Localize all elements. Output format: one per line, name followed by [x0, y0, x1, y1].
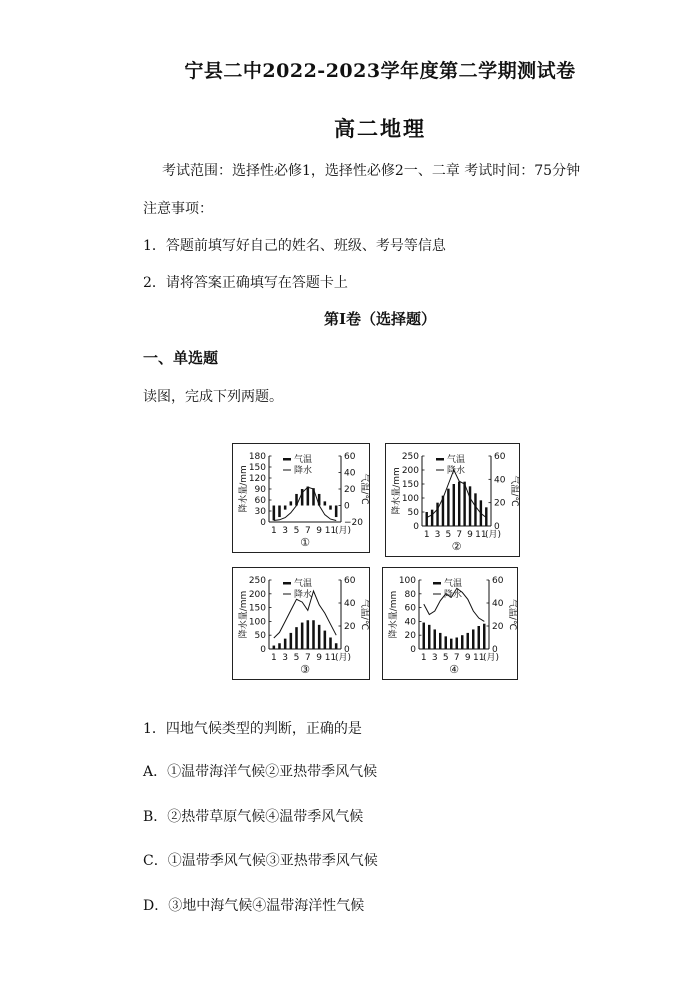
month-unit-label: (月) — [335, 526, 352, 536]
climate-chart-panel — [382, 567, 518, 680]
temperature-bar — [447, 489, 449, 526]
temperature-bar — [439, 633, 441, 649]
temperature-bar — [318, 625, 321, 649]
right-axis-title: 气温/℃ — [507, 598, 517, 631]
temperature-bar — [456, 638, 458, 650]
left-tick-label: 200 — [248, 589, 266, 600]
temperature-bar — [445, 636, 447, 649]
x-tick-label: 1 — [270, 526, 277, 536]
month-unit-label: (月) — [485, 530, 502, 540]
temperature-bar — [478, 626, 480, 649]
chart-id-label: ② — [451, 540, 462, 553]
temperature-bar — [474, 493, 476, 526]
left-tick-label: 0 — [260, 645, 266, 655]
option-text: ①温带季风气候③亚热带季风气候 — [167, 853, 378, 869]
x-tick-label: 1 — [420, 653, 427, 663]
temperature-bar — [483, 624, 485, 649]
x-tick-label: 5 — [442, 653, 449, 663]
left-axis-title: 降水量/mm — [392, 467, 402, 515]
legend-temperature-label: 气温 — [294, 579, 313, 589]
option-label: A． — [143, 764, 168, 780]
temperature-bar — [335, 506, 338, 518]
temperature-bar — [295, 627, 298, 649]
x-tick-label: 7 — [304, 653, 311, 663]
note-item: 2．请将答案正确填写在答题卡上 — [143, 275, 348, 291]
month-unit-label: (月) — [483, 653, 500, 663]
left-tick-label: 0 — [410, 645, 416, 655]
right-tick-label: 20 — [344, 622, 356, 632]
x-tick-label: 3 — [282, 653, 289, 663]
temperature-bar — [428, 625, 430, 649]
option-label: D． — [143, 898, 169, 914]
left-tick-label: 30 — [254, 507, 266, 517]
right-tick-label: 20 — [344, 485, 356, 495]
option-text: ③地中海气候④温带海洋性气候 — [168, 898, 365, 914]
right-axis-title: 气温/℃ — [359, 598, 369, 631]
x-tick-label: 9 — [316, 653, 323, 663]
option-d[interactable] — [143, 895, 364, 915]
temperature-bar — [434, 629, 436, 649]
left-tick-label: 150 — [248, 463, 266, 473]
left-tick-label: 250 — [248, 576, 266, 586]
right-tick-label: 0 — [492, 645, 498, 655]
left-tick-label: 50 — [407, 508, 419, 518]
temperature-bar — [469, 486, 471, 526]
left-tick-label: 100 — [401, 494, 419, 504]
x-tick-label: 11 — [473, 653, 485, 663]
legend-temperature-swatch — [283, 458, 291, 461]
x-tick-label: 11 — [324, 653, 337, 663]
temperature-bar — [423, 623, 425, 649]
left-tick-label: 250 — [401, 452, 419, 462]
right-tick-label: 40 — [344, 468, 356, 479]
left-tick-label: 150 — [401, 480, 419, 490]
x-tick-label: 5 — [293, 526, 300, 536]
left-tick-label: 0 — [413, 522, 419, 532]
x-tick-label: 9 — [464, 653, 471, 663]
option-a[interactable] — [143, 761, 377, 781]
x-tick-label: 5 — [445, 530, 452, 540]
x-tick-label: 9 — [316, 526, 323, 536]
left-tick-label: 50 — [254, 631, 266, 642]
instruction: 读图，完成下列两题。 — [143, 389, 283, 405]
right-tick-label: 0 — [494, 522, 500, 532]
climate-chart-1 — [233, 444, 369, 552]
legend-temperature-swatch — [436, 458, 444, 461]
legend-temperature-swatch — [433, 582, 441, 585]
legend-precipitation-label: 降水 — [294, 590, 313, 600]
x-tick-label: 11 — [324, 526, 337, 536]
temperature-bar — [273, 506, 276, 521]
climate-chart-3 — [233, 568, 369, 679]
temperature-bar — [284, 506, 287, 510]
legend-precipitation-label: 降水 — [447, 466, 466, 476]
right-tick-label: 60 — [494, 452, 506, 462]
temperature-bar — [278, 506, 281, 518]
left-tick-label: 150 — [248, 603, 266, 614]
left-tick-label: 60 — [254, 496, 266, 506]
right-tick-label: −20 — [344, 518, 363, 528]
temperature-bar — [458, 482, 460, 526]
part-title: 第I卷（选择题） — [323, 310, 437, 328]
left-tick-label: 80 — [404, 589, 416, 600]
x-tick-label: 3 — [282, 526, 289, 536]
left-tick-label: 180 — [248, 452, 266, 462]
precipitation-line — [274, 487, 336, 520]
x-tick-label: 7 — [456, 530, 463, 540]
legend-temperature-label: 气温 — [294, 455, 313, 465]
legend-precipitation-label: 降水 — [294, 466, 313, 476]
right-tick-label: 60 — [344, 452, 356, 462]
x-tick-label: 1 — [270, 653, 277, 663]
x-tick-label: 9 — [467, 530, 473, 540]
right-tick-label: 20 — [494, 498, 506, 509]
temperature-bar — [472, 629, 474, 649]
option-label: B． — [143, 809, 168, 825]
temperature-bar — [307, 487, 310, 506]
option-c[interactable] — [143, 850, 378, 870]
right-tick-label: 0 — [344, 501, 350, 512]
left-tick-label: 90 — [254, 485, 266, 495]
temperature-bar — [453, 484, 455, 526]
right-tick-label: 60 — [492, 576, 504, 586]
climate-chart-panel — [232, 567, 370, 680]
left-axis-title: 降水量/mm — [239, 590, 249, 639]
document-title: 宁县二中2022-2023学年度第二学期测试卷 — [184, 60, 576, 82]
temperature-bar — [324, 501, 327, 505]
left-axis-title: 降水量/mm — [389, 590, 399, 639]
temperature-bar — [329, 638, 332, 650]
right-tick-label: 0 — [344, 645, 350, 655]
question-stem: 1．四地气候类型的判断，正确的是 — [143, 721, 362, 737]
chart-id-label: ④ — [449, 663, 459, 676]
right-axis-title: 气温/℃ — [359, 473, 369, 505]
right-tick-label: 60 — [344, 576, 356, 586]
temperature-bar — [301, 623, 304, 649]
temperature-bar — [278, 643, 281, 649]
climate-chart-panel — [232, 443, 370, 553]
x-tick-label: 3 — [434, 530, 441, 540]
section-title: 一、单选题 — [143, 349, 219, 367]
legend-precipitation-label: 降水 — [444, 590, 463, 600]
climate-chart-panel — [385, 443, 520, 557]
x-tick-label: 5 — [293, 653, 300, 663]
x-tick-label: 1 — [423, 530, 430, 540]
legend-temperature-label: 气温 — [444, 579, 463, 589]
temperature-bar — [335, 643, 338, 649]
temperature-bar — [467, 633, 469, 649]
temperature-bar — [329, 506, 332, 510]
legend-temperature-swatch — [283, 582, 291, 585]
temperature-bar — [284, 639, 287, 649]
subject-title: 高二地理 — [334, 116, 426, 141]
x-tick-label: 11 — [475, 530, 487, 540]
left-tick-label: 100 — [248, 617, 266, 628]
left-axis-title: 降水量/mm — [239, 465, 249, 513]
climate-chart-figure — [232, 441, 520, 681]
right-tick-label: 40 — [492, 599, 504, 609]
left-tick-label: 120 — [248, 474, 266, 484]
temperature-bar — [324, 631, 327, 649]
x-tick-label: 7 — [304, 526, 311, 536]
temperature-bar — [425, 512, 427, 526]
option-b[interactable] — [143, 806, 363, 826]
exam-info: 考试范围：选择性必修1，选择性必修2一、二章 考试时间：75分钟 — [162, 163, 581, 179]
left-tick-label: 40 — [404, 617, 416, 628]
temperature-bar — [463, 482, 465, 526]
temperature-bar — [436, 503, 438, 526]
climate-chart-4 — [383, 568, 517, 679]
left-tick-label: 0 — [260, 518, 266, 528]
notes-heading: 注意事项： — [143, 201, 213, 217]
legend-temperature-label: 气温 — [447, 455, 466, 465]
option-label: C． — [143, 853, 168, 869]
temperature-bar — [307, 620, 310, 649]
right-tick-label: 40 — [494, 475, 506, 486]
left-tick-label: 200 — [401, 466, 419, 476]
temperature-bar — [461, 635, 463, 649]
chart-id-label: ③ — [300, 663, 310, 676]
temperature-bar — [312, 620, 315, 649]
month-unit-label: (月) — [335, 653, 352, 663]
temperature-bar — [450, 639, 452, 649]
x-tick-label: 3 — [431, 653, 438, 663]
x-tick-label: 7 — [453, 653, 460, 663]
option-text: ①温带海洋气候②亚热带季风气候 — [167, 764, 378, 780]
right-tick-label: 20 — [492, 622, 504, 632]
climate-chart-2 — [386, 444, 519, 556]
temperature-bar — [273, 646, 276, 649]
right-tick-label: 40 — [344, 599, 356, 609]
temperature-bar — [290, 633, 293, 649]
option-text: ②热带草原气候④温带季风气候 — [167, 809, 364, 825]
temperature-bar — [290, 501, 293, 505]
left-tick-label: 100 — [398, 576, 416, 586]
left-tick-label: 20 — [404, 631, 416, 642]
temperature-bar — [431, 510, 433, 526]
chart-id-label: ① — [300, 536, 310, 549]
left-tick-label: 60 — [404, 603, 416, 614]
precipitation-line — [427, 470, 487, 518]
right-axis-title: 气温/℃ — [509, 475, 519, 507]
note-item: 1．答题前填写好自己的姓名、班级、考号等信息 — [143, 238, 446, 254]
